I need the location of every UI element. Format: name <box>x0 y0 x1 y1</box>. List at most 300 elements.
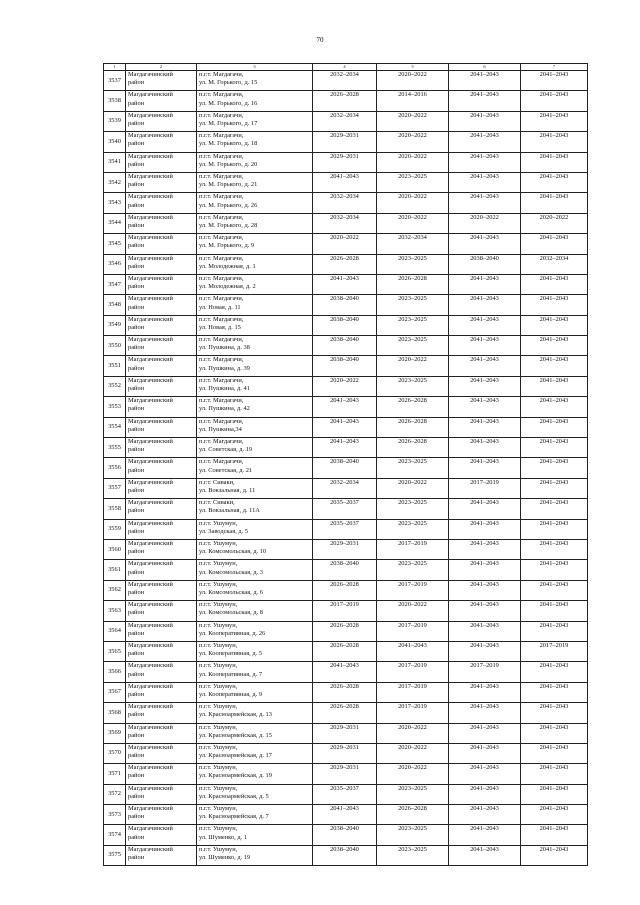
district-cell-text: Магдагачинский <box>128 723 173 731</box>
period-cell-col4 <box>313 519 377 539</box>
period-cell-col4-text: 2041–2043 <box>330 438 359 446</box>
period-cell-col7-text: 2041–2043 <box>539 662 569 670</box>
period-cell-col4-text: 2026–2028 <box>330 641 359 649</box>
period-cell-col7-text: 2041–2043 <box>539 601 569 609</box>
district-cell-text: Магдагачинский <box>128 743 173 751</box>
address-cell-text: п.г.т. Магдагачи, <box>199 172 244 180</box>
period-cell-col7 <box>521 438 588 458</box>
period-cell-col5-text: 2020–2022 <box>398 478 427 486</box>
district-cell-text: район <box>128 568 145 576</box>
row-number-cell-text: 3548 <box>108 300 121 308</box>
address-cell-text: п.г.т. Магдагачи, <box>199 397 244 405</box>
district-cell-text: Магдагачинский <box>128 539 173 547</box>
district-cell-text: Магдагачинский <box>128 254 173 262</box>
period-cell-col7 <box>521 91 588 111</box>
district-cell-text: Магдагачинский <box>128 682 173 690</box>
address-cell-text: ул. Вокзальная, д. 11 <box>199 487 256 495</box>
period-cell-col4-text: 2038–2040 <box>330 336 359 344</box>
period-cell-col6 <box>449 71 521 91</box>
row-number-cell <box>104 132 126 152</box>
period-cell-col6 <box>449 111 521 131</box>
period-cell-col6 <box>449 213 521 233</box>
period-cell-col5-text: 2020–2022 <box>398 743 427 751</box>
period-cell-col6 <box>449 478 521 498</box>
period-cell-col7 <box>521 703 588 723</box>
district-cell <box>126 111 197 131</box>
row-number-cell <box>104 376 126 396</box>
address-cell-text: ул. М. Горького, д. 20 <box>199 160 258 168</box>
row-number-cell <box>104 805 126 825</box>
period-cell-col5-text: 2020–2022 <box>398 723 427 731</box>
district-cell-text: Магдагачинский <box>128 601 173 609</box>
row-number-cell <box>104 641 126 661</box>
row-number-cell <box>104 560 126 580</box>
address-cell-text: п.г.т. Магдагачи, <box>199 274 244 282</box>
period-cell-col4-text: 2029–2031 <box>330 764 359 772</box>
period-cell-col7 <box>521 825 588 845</box>
table-row <box>104 601 588 621</box>
period-cell-col6-text: 2041–2043 <box>470 805 499 813</box>
district-cell-text: район <box>128 650 145 658</box>
period-cell-col5-text: 2041–2043 <box>398 641 427 649</box>
period-cell-col4-text: 2032–2034 <box>330 193 359 201</box>
district-cell <box>126 336 197 356</box>
period-cell-col7 <box>521 560 588 580</box>
period-cell-col4 <box>313 682 377 702</box>
district-cell <box>126 132 197 152</box>
period-cell-col7-text: 2041–2043 <box>539 315 569 323</box>
address-cell-text: п.г.т. Сиваки, <box>199 478 235 486</box>
address-cell <box>197 397 313 417</box>
address-cell-text: ул. Красноармейская, д. 15 <box>199 731 272 739</box>
address-cell-text: ул. М. Горького, д. 17 <box>199 119 258 127</box>
period-cell-col7 <box>521 234 588 254</box>
period-cell-col5 <box>377 274 449 294</box>
period-cell-col7 <box>521 764 588 784</box>
address-cell-text: ул. Красноармейская, д. 7 <box>199 813 269 821</box>
period-cell-col7 <box>521 458 588 478</box>
address-cell <box>197 478 313 498</box>
period-cell-col6 <box>449 132 521 152</box>
period-cell-col6-text: 2041–2043 <box>470 560 499 568</box>
period-cell-col6 <box>449 274 521 294</box>
district-cell-text: Магдагачинский <box>128 478 173 486</box>
period-cell-col5 <box>377 703 449 723</box>
period-cell-col5-text: 2023–2025 <box>398 560 427 568</box>
period-cell-col4 <box>313 723 377 743</box>
address-cell-text: п.г.т. Ушумун, <box>199 682 238 690</box>
period-cell-col6-text: 2041–2043 <box>470 580 499 588</box>
period-cell-col6 <box>449 723 521 743</box>
district-cell <box>126 662 197 682</box>
period-cell-col7 <box>521 499 588 519</box>
row-number-cell <box>104 601 126 621</box>
period-cell-col6-text: 2041–2043 <box>470 601 499 609</box>
row-number-cell-text: 3550 <box>108 341 121 349</box>
table-row <box>104 438 588 458</box>
table-row <box>104 703 588 723</box>
address-cell-text: п.г.т. Магдагачи, <box>199 417 244 425</box>
address-cell <box>197 641 313 661</box>
period-cell-col5 <box>377 336 449 356</box>
period-cell-col4-text: 2026–2028 <box>330 621 359 629</box>
period-cell-col5-text: 2026–2028 <box>398 397 427 405</box>
period-cell-col5 <box>377 254 449 274</box>
address-cell <box>197 580 313 600</box>
district-cell <box>126 172 197 192</box>
period-cell-col4-text: 2038–2040 <box>330 315 359 323</box>
district-cell-text: район <box>128 262 145 270</box>
period-cell-col7 <box>521 71 588 91</box>
district-cell-text: Магдагачинский <box>128 356 173 364</box>
period-cell-col6 <box>449 662 521 682</box>
period-cell-col4-text: 2038–2040 <box>330 458 359 466</box>
period-cell-col5-text: 2026–2028 <box>398 417 427 425</box>
period-cell-col4 <box>313 254 377 274</box>
period-cell-col4 <box>313 825 377 845</box>
district-cell-text: Магдагачинский <box>128 376 173 384</box>
row-number-cell <box>104 539 126 559</box>
address-cell-text: п.г.т. Ушумун, <box>199 662 238 670</box>
period-cell-col7-text: 2041–2043 <box>539 193 569 201</box>
address-cell-text: ул. Новая, д. 15 <box>199 323 241 331</box>
row-number-cell <box>104 723 126 743</box>
period-cell-col7 <box>521 213 588 233</box>
row-number-cell-text: 3540 <box>108 137 121 145</box>
address-cell <box>197 111 313 131</box>
period-cell-col6 <box>449 417 521 437</box>
period-cell-col7 <box>521 478 588 498</box>
period-cell-col7-text: 2041–2043 <box>539 458 569 466</box>
address-cell-text: ул. Комсомольская, д. 6 <box>199 588 263 596</box>
address-cell-text: ул. Комсомольская, д. 10 <box>199 548 267 556</box>
period-cell-col5 <box>377 743 449 763</box>
period-cell-col6-text: 2041–2043 <box>470 784 499 792</box>
district-cell-text: Магдагачинский <box>128 295 173 303</box>
table-row <box>104 193 588 213</box>
period-cell-col4-text: 2038–2040 <box>330 560 359 568</box>
district-cell-text: Магдагачинский <box>128 193 173 201</box>
row-number-cell-text: 3537 <box>108 76 121 84</box>
period-cell-col6 <box>449 601 521 621</box>
period-cell-col4-text: 2041–2043 <box>330 805 359 813</box>
district-cell <box>126 417 197 437</box>
address-cell-text: ул. Новая, д. 11 <box>199 303 241 311</box>
period-cell-col4 <box>313 580 377 600</box>
district-cell-text: район <box>128 119 145 127</box>
address-cell-text: ул. Комсомольская, д. 8 <box>199 609 263 617</box>
period-cell-col4 <box>313 438 377 458</box>
district-cell <box>126 438 197 458</box>
table-body <box>104 71 588 866</box>
period-cell-col6 <box>449 458 521 478</box>
address-cell <box>197 764 313 784</box>
row-number-cell <box>104 336 126 356</box>
district-cell-text: район <box>128 609 145 617</box>
period-cell-col6 <box>449 315 521 335</box>
address-cell-text: ул. М. Горького, д. 21 <box>199 181 258 189</box>
period-cell-col7-text: 2041–2043 <box>539 703 569 711</box>
district-cell-text: Магдагачинский <box>128 560 173 568</box>
period-cell-col5-text: 2023–2025 <box>398 376 427 384</box>
row-number-cell <box>104 254 126 274</box>
period-cell-col4-text: 2026–2028 <box>330 703 359 711</box>
period-cell-col6 <box>449 152 521 172</box>
row-number-cell <box>104 621 126 641</box>
period-cell-col5-text: 2014–2016 <box>398 91 427 99</box>
row-number-cell <box>104 478 126 498</box>
period-cell-col6-text: 2041–2043 <box>470 539 499 547</box>
period-cell-col6-text: 2041–2043 <box>470 621 499 629</box>
period-cell-col4 <box>313 845 377 865</box>
period-cell-col5-text: 2023–2025 <box>398 254 427 262</box>
address-cell <box>197 682 313 702</box>
row-number-cell <box>104 682 126 702</box>
district-cell-text: район <box>128 731 145 739</box>
district-cell-text: Магдагачинский <box>128 641 173 649</box>
period-cell-col7-text: 2020–2022 <box>539 213 569 221</box>
address-cell <box>197 254 313 274</box>
period-cell-col4 <box>313 641 377 661</box>
period-cell-col5-text: 2023–2025 <box>398 825 427 833</box>
row-number-cell-text: 3543 <box>108 198 121 206</box>
address-cell-text: ул. Советская, д. 21 <box>199 466 253 474</box>
district-cell <box>126 152 197 172</box>
address-cell <box>197 376 313 396</box>
period-cell-col6 <box>449 764 521 784</box>
period-cell-col5-text: 2023–2025 <box>398 295 427 303</box>
row-number-cell-text: 3552 <box>108 382 121 390</box>
address-cell-text: ул. Красноармейская, д. 13 <box>199 711 272 719</box>
row-number-cell-text: 3541 <box>108 158 121 166</box>
period-cell-col4 <box>313 234 377 254</box>
period-cell-col5-text: 2023–2025 <box>398 458 427 466</box>
period-cell-col5-text: 2017–2019 <box>398 580 427 588</box>
period-cell-col4-text: 2029–2031 <box>330 743 359 751</box>
row-number-cell-text: 3574 <box>108 831 121 839</box>
table-row <box>104 274 588 294</box>
address-cell-text: п.г.т. Ушумун, <box>199 601 238 609</box>
period-cell-col7-text: 2041–2043 <box>539 376 569 384</box>
address-cell <box>197 743 313 763</box>
address-cell-text: п.г.т. Ушумун, <box>199 825 238 833</box>
address-cell-text: п.г.т. Магдагачи, <box>199 213 244 221</box>
period-cell-col5-text: 2023–2025 <box>398 519 427 527</box>
district-cell <box>126 519 197 539</box>
address-cell-text: п.г.т. Ушумун, <box>199 703 238 711</box>
period-cell-col7-text: 2041–2043 <box>539 580 569 588</box>
address-cell <box>197 356 313 376</box>
period-cell-col4-text: 2029–2031 <box>330 539 359 547</box>
row-number-cell <box>104 193 126 213</box>
row-number-cell <box>104 71 126 91</box>
row-number-cell <box>104 519 126 539</box>
district-cell <box>126 723 197 743</box>
period-cell-col6 <box>449 376 521 396</box>
period-cell-col4-text: 2038–2040 <box>330 356 359 364</box>
table-row <box>104 397 588 417</box>
period-cell-col7-text: 2041–2043 <box>539 539 569 547</box>
period-cell-col4 <box>313 784 377 804</box>
period-cell-col7-text: 2041–2043 <box>539 336 569 344</box>
period-cell-col7 <box>521 621 588 641</box>
address-cell-text: ул. М. Горького, д. 9 <box>199 242 255 250</box>
period-cell-col5-text: 2023–2025 <box>398 784 427 792</box>
period-cell-col6 <box>449 784 521 804</box>
period-cell-col4-text: 2026–2028 <box>330 91 359 99</box>
address-cell-text: п.г.т. Магдагачи, <box>199 91 244 99</box>
period-cell-col7 <box>521 682 588 702</box>
period-cell-col7-text: 2041–2043 <box>539 478 569 486</box>
period-cell-col5 <box>377 723 449 743</box>
period-cell-col7 <box>521 111 588 131</box>
period-cell-col7 <box>521 376 588 396</box>
period-cell-col4 <box>313 743 377 763</box>
table-row <box>104 254 588 274</box>
row-number-cell <box>104 172 126 192</box>
period-cell-col4 <box>313 111 377 131</box>
period-cell-col4 <box>313 132 377 152</box>
period-cell-col5-text: 2020–2022 <box>398 601 427 609</box>
row-number-cell <box>104 315 126 335</box>
address-cell-text: ул. Вокзальная, д. 11А <box>199 507 260 515</box>
row-number-cell <box>104 152 126 172</box>
period-cell-col7 <box>521 662 588 682</box>
period-cell-col7-text: 2041–2043 <box>539 397 569 405</box>
row-number-cell-text: 3565 <box>108 647 121 655</box>
table-row <box>104 478 588 498</box>
table-row <box>104 234 588 254</box>
page-number: 70 <box>316 36 324 44</box>
period-cell-col4 <box>313 560 377 580</box>
period-cell-col7 <box>521 132 588 152</box>
period-cell-col6-text: 2041–2043 <box>470 376 499 384</box>
period-cell-col5-text: 2026–2028 <box>398 274 427 282</box>
table-row <box>104 519 588 539</box>
district-cell-text: Магдагачинский <box>128 397 173 405</box>
address-cell <box>197 417 313 437</box>
district-cell <box>126 458 197 478</box>
district-cell-text: район <box>128 99 145 107</box>
column-header: 2 <box>126 64 197 71</box>
district-cell-text: район <box>128 221 145 229</box>
period-cell-col6-text: 2041–2043 <box>470 641 499 649</box>
address-cell-text: п.г.т. Ушумун, <box>199 845 238 853</box>
row-number-cell-text: 3547 <box>108 280 121 288</box>
period-cell-col6 <box>449 621 521 641</box>
period-cell-col6-text: 2041–2043 <box>470 499 499 507</box>
period-cell-col6 <box>449 519 521 539</box>
table-row <box>104 417 588 437</box>
district-cell-text: Магдагачинский <box>128 662 173 670</box>
period-cell-col7-text: 2041–2043 <box>539 356 569 364</box>
period-cell-col7-text: 2041–2043 <box>539 274 569 282</box>
period-cell-col6 <box>449 172 521 192</box>
period-cell-col5-text: 2023–2025 <box>398 845 427 853</box>
period-cell-col5 <box>377 111 449 131</box>
district-cell <box>126 539 197 559</box>
district-cell <box>126 621 197 641</box>
table-row <box>104 845 588 865</box>
period-cell-col6-text: 2041–2043 <box>470 723 499 731</box>
period-cell-col7 <box>521 274 588 294</box>
row-number-cell <box>104 274 126 294</box>
period-cell-col7 <box>521 315 588 335</box>
district-cell <box>126 478 197 498</box>
period-cell-col6 <box>449 193 521 213</box>
period-cell-col5 <box>377 438 449 458</box>
period-cell-col7-text: 2041–2043 <box>539 438 569 446</box>
address-cell-text: п.г.т. Ушумун, <box>199 621 238 629</box>
district-cell <box>126 743 197 763</box>
row-number-cell <box>104 499 126 519</box>
address-cell <box>197 438 313 458</box>
period-cell-col6-text: 2041–2043 <box>470 234 499 242</box>
period-cell-col5 <box>377 764 449 784</box>
period-cell-col6-text: 2041–2043 <box>470 682 499 690</box>
period-cell-col6 <box>449 295 521 315</box>
district-cell <box>126 397 197 417</box>
address-cell-text: п.г.т. Ушумун, <box>199 743 238 751</box>
period-cell-col5 <box>377 560 449 580</box>
address-cell <box>197 274 313 294</box>
row-number-cell-text: 3542 <box>108 178 121 186</box>
period-cell-col4-text: 2020–2022 <box>330 376 359 384</box>
address-cell-text: п.г.т. Ушумун, <box>199 641 238 649</box>
period-cell-col6 <box>449 845 521 865</box>
row-number-cell <box>104 91 126 111</box>
district-cell <box>126 641 197 661</box>
period-cell-col7 <box>521 784 588 804</box>
period-cell-col5 <box>377 315 449 335</box>
row-number-cell <box>104 417 126 437</box>
address-cell <box>197 723 313 743</box>
district-cell-text: район <box>128 752 145 760</box>
period-cell-col6 <box>449 254 521 274</box>
period-cell-col5 <box>377 662 449 682</box>
period-cell-col5 <box>377 539 449 559</box>
row-number-cell-text: 3555 <box>108 443 121 451</box>
period-cell-col4-text: 2035–2037 <box>330 519 359 527</box>
period-cell-col7-text: 2041–2043 <box>539 784 569 792</box>
address-cell-text: ул. М. Горького, д. 15 <box>199 79 258 87</box>
address-cell <box>197 152 313 172</box>
period-cell-col5 <box>377 234 449 254</box>
address-cell-text: ул. М. Горького, д. 26 <box>199 201 258 209</box>
period-cell-col7 <box>521 845 588 865</box>
period-cell-col4 <box>313 295 377 315</box>
district-cell-text: район <box>128 323 145 331</box>
period-cell-col6-text: 2041–2043 <box>470 519 499 527</box>
address-cell-text: п.г.т. Магдагачи, <box>199 152 244 160</box>
address-cell-text: п.г.т. Магдагачи, <box>199 295 244 303</box>
district-cell-text: район <box>128 364 145 372</box>
period-cell-col7-text: 2041–2043 <box>539 499 569 507</box>
period-cell-col5 <box>377 580 449 600</box>
address-cell-text: п.г.т. Магдагачи, <box>199 254 244 262</box>
address-cell-text: п.г.т. Сиваки, <box>199 499 235 507</box>
period-cell-col7 <box>521 397 588 417</box>
address-cell-text: ул. М. Горького, д. 28 <box>199 221 258 229</box>
row-number-cell-text: 3539 <box>108 117 121 125</box>
row-number-cell-text: 3546 <box>108 260 121 268</box>
period-cell-col5-text: 2023–2025 <box>398 172 427 180</box>
period-cell-col5 <box>377 845 449 865</box>
district-cell <box>126 254 197 274</box>
district-cell <box>126 845 197 865</box>
address-cell-text: п.г.т. Магдагачи, <box>199 111 244 119</box>
period-cell-col4 <box>313 152 377 172</box>
